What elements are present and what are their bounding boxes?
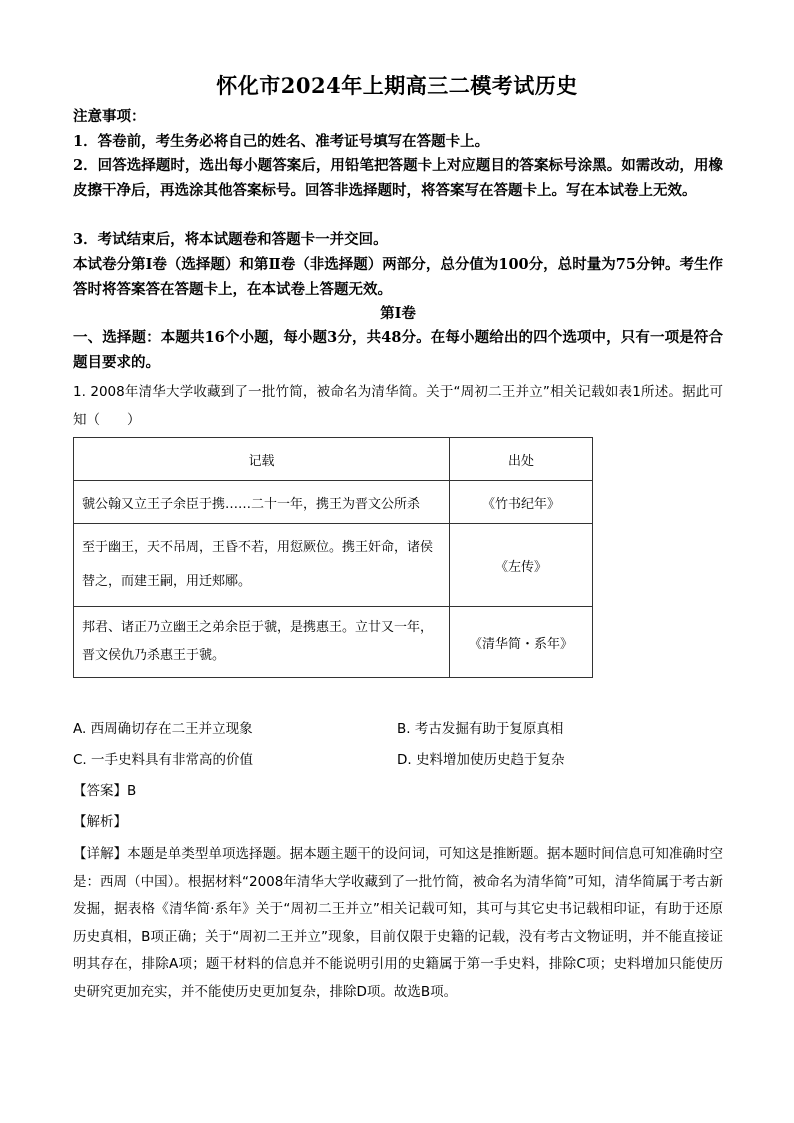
table-row [74,524,593,607]
notice-item-1: 1．答卷前，考生务必将自己的姓名、准考证号填写在答题卡上。 [73,133,490,150]
question-stem: 1. 2008年清华大学收藏到了一批竹简，被命名为清华简。关于“周初二王并立”相关记载如表1所述。据此可知（ ） [73,384,723,428]
table-cell-source: 《左传》 [450,524,593,607]
table-cell-record: 邦君、诸正乃立幽王之弟余臣于虢，是携惠王。立廿又一年，晋文侯仇乃杀惠王于虢。 [74,607,450,678]
option-d: D. 史料增加使历史趋于复杂 [397,752,565,768]
analysis-label: 【解析】 [73,814,127,830]
table-cell-record: 虢公翰又立王子余臣于携……二十一年，携王为晋文公所杀 [74,481,450,524]
notice-item-2: 2．回答选择题时，选出每小题答案后，用铅笔把答题卡上对应题目的答案标号涂黑。如需改动，用橡皮擦干净后，再选涂其他答案标号。回答非选择题时，将答案写在答题卡上。写在本试卷上无效。 [73,157,723,199]
section-heading: 一、选择题：本题共16个小题，每小题3分，共48分。在每小题给出的四个选项中，只有一项是符合题目要求的。 [73,329,723,371]
table-cell-record: 至于幽王，天不吊周，王昏不若，用愆厥位。携王奸命，诸侯替之，而建王嗣，用迁郏鄏。 [74,524,450,607]
notice-summary: 本试卷分第Ⅰ卷（选择题）和第Ⅱ卷（非选择题）两部分，总分值为100分，总时量为75分钟。考生作答时将答案答在答题卡上，在本试卷上答题无效。 [73,256,723,298]
table-cell-source: 《清华简・系年》 [450,607,593,678]
notice-heading: 注意事项： [73,108,146,125]
answer-label: 【答案】B [73,783,137,799]
option-b: B. 考古发掘有助于复原真相 [397,721,564,737]
table-cell-source: 《竹书纪年》 [450,481,593,524]
table-header-source: 出处 [450,438,593,481]
table-row [74,607,593,678]
table-header-row [74,438,593,481]
table-row [74,481,593,524]
records-table [73,437,593,678]
page-title: 怀化市2024年上期高三二模考试历史 [216,73,578,98]
analysis-detail: 【详解】本题是单类型单项选择题。据本题主题干的设问词，可知这是推断题。据本题时间信息可知准确时空是：西周（中国）。根据材料“2008年清华大学收藏到了一批竹简，被命名为清华简”可知，清华简属于考古新发掘，据表格《清华简·系年》关于“周初二王并立”相关记载可知，其可与其它史书记载相印证，有助于还原历史真相，B项正确；关于“周初二王并立”现象，目前仅限于史籍的记载，没有考古文物证明，并不能直接证明其存在，排除A项；题干材料的信息并不能说明引用的史籍属于第一手史料，排除C项；史料增加只能使历史研究更加充实，并不能使历史更加复杂，排除D项。故选B项。 [73,846,723,1000]
notice-item-3: 3．考试结束后，将本试题卷和答题卡一并交回。 [73,231,388,248]
option-c: C. 一手史料具有非常高的价值 [73,752,254,768]
table-header-record: 记载 [74,438,450,481]
option-a: A. 西周确切存在二王并立现象 [73,721,253,737]
volume-heading: 第Ⅰ卷 [380,305,416,322]
